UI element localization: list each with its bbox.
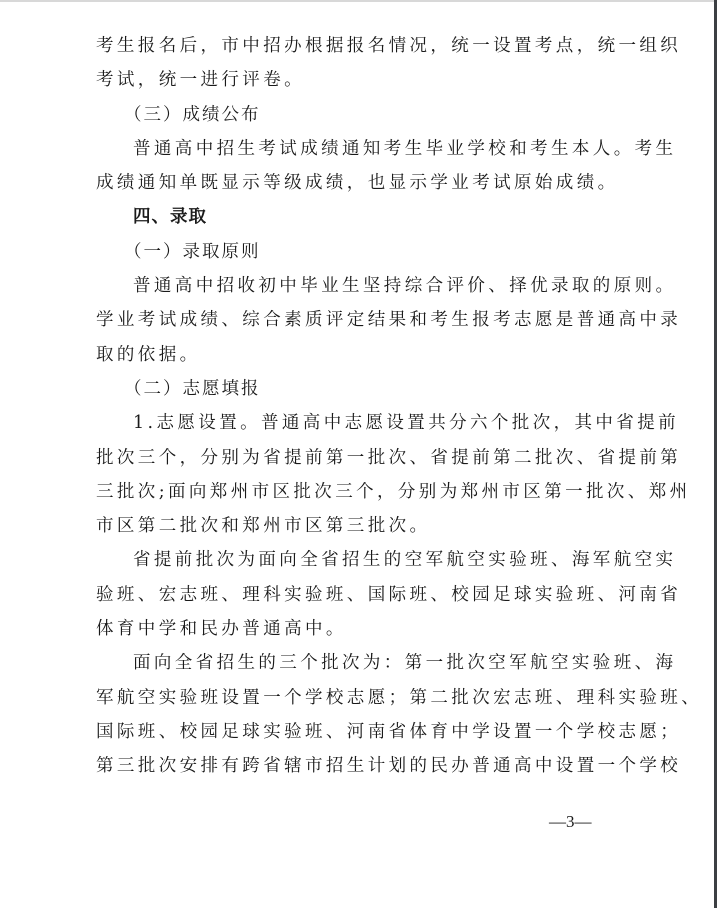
body-line: 验班、宏志班、理科实验班、国际班、校园足球实验班、河南省 (96, 584, 682, 605)
body-line: 三批次;面向郑州市区批次三个，分别为郑州市区第一批次、郑州 (96, 481, 691, 502)
body-line: 第三批次安排有跨省辖市招生计划的民办普通高中设置一个学校 (96, 756, 682, 777)
body-line: 学业考试成绩、综合素质评定结果和考生报考志愿是普通高中录 (96, 310, 682, 331)
paragraph-start: 普通高中招生考试成绩通知考生毕业学校和考生本人。考生 (133, 138, 677, 159)
document-body (96, 29, 703, 784)
body-line: 国际班、校园足球实验班、河南省体育中学设置一个学校志愿； (96, 721, 682, 742)
body-line: 考生报名后，市中招办根据报名情况，统一设置考点，统一组织 (96, 36, 682, 56)
paragraph-start: 面向全省招生的三个批次为：第一批次空军航空实验班、海 (133, 653, 677, 674)
body-line: 市区第二批次和郑州市区第三批次。 (96, 516, 431, 537)
body-line: 体育中学和民办普通高中。 (96, 619, 347, 640)
paragraph-start: 普通高中招收初中毕业生坚持综合评价、择优录取的原则。 (133, 276, 677, 297)
page-number: —3— (549, 812, 592, 831)
subsection-heading-admission-principle: （一）录取原则 (124, 241, 261, 262)
subsection-heading-application-filling: （二）志愿填报 (124, 378, 261, 399)
body-line: 取的依据。 (96, 344, 201, 365)
paragraph-start: 1.志愿设置。普通高中志愿设置共分六个批次，其中省提前 (133, 413, 679, 434)
paragraph-start: 省提前批次为面向全省招生的空军航空实验班、海军航空实 (133, 550, 677, 571)
body-line: 批次三个，分别为省提前第一批次、省提前第二批次、省提前第 (96, 447, 682, 468)
body-line: 成绩通知单既显示等级成绩，也显示学业考试原始成绩。 (96, 173, 619, 194)
body-line: 考试，统一进行评卷。 (96, 70, 305, 91)
subsection-heading-score-release: （三）成绩公布 (124, 104, 261, 125)
section-heading-admission: 四、录取 (133, 207, 207, 228)
body-line: 军航空实验班设置一个学校志愿；第二批次宏志班、理科实验班、 (96, 687, 703, 708)
